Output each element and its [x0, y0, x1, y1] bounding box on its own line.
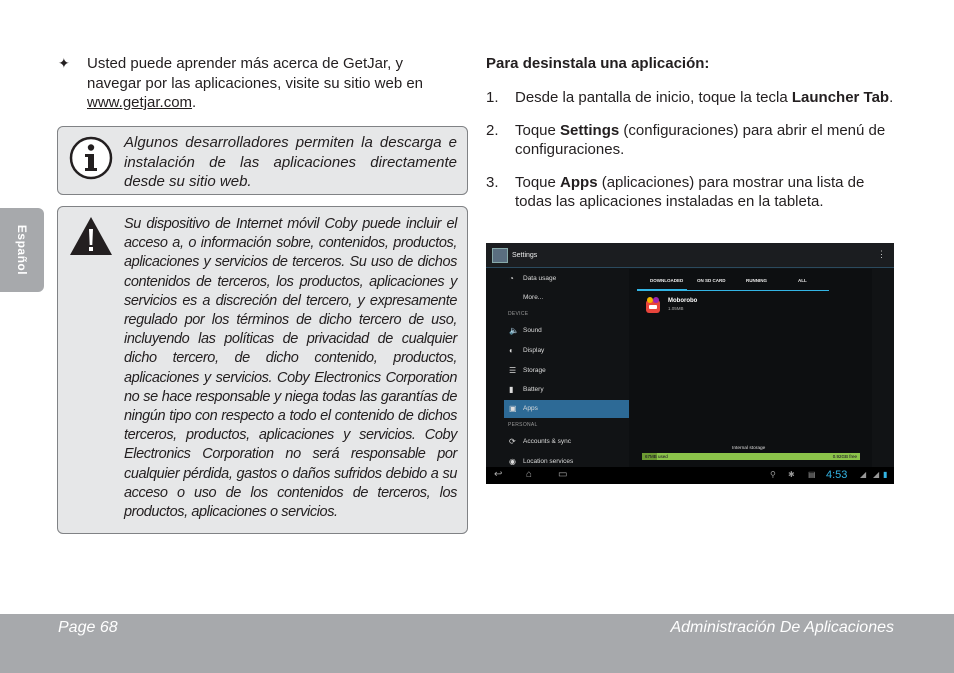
apps-panel: [629, 269, 872, 467]
app-name[interactable]: Moborobo: [668, 298, 698, 304]
recent-apps-icon[interactable]: ▭: [558, 469, 568, 480]
getjar-bullet-text: Usted puede aprender más acerca de GetJar, y navegar por las aplicaciones, visite su sitio web en www.getjar.com.: [87, 55, 424, 111]
battery-status-icon: ▮: [883, 470, 888, 479]
tab-selected-indicator: [637, 289, 687, 291]
battery-icon: ▮: [509, 385, 514, 394]
system-bar: [486, 467, 894, 484]
settings-app-icon: [492, 248, 508, 263]
wifi-icon: ◢: [860, 470, 867, 479]
step-1: 1. Desde la pantalla de inicio, toque la tecla Launcher Tab.: [486, 89, 894, 106]
section-header-device: DEVICE: [508, 311, 529, 317]
section-header-personal: PERSONAL: [508, 422, 538, 428]
android-icon: ✱: [788, 470, 795, 479]
menu-item-battery[interactable]: ▮ Battery: [509, 385, 544, 394]
step-number: 1.: [486, 89, 499, 106]
section-title: Administración De Aplicaciones: [670, 619, 894, 636]
menu-item-display[interactable]: ◐ Display: [509, 346, 545, 355]
info-icon: [68, 135, 114, 181]
uninstall-steps: [486, 88, 896, 225]
step-number: 2.: [486, 121, 499, 139]
storage-label: Internal storage: [732, 446, 766, 451]
uninstall-heading: Para desinstala una aplicación:: [486, 55, 710, 72]
status-clock: 4:53: [826, 469, 848, 481]
apps-icon: ▣: [509, 404, 517, 413]
storage-bar: [642, 453, 860, 460]
menu-item-more[interactable]: More...: [523, 294, 544, 301]
language-tab: [0, 208, 44, 292]
warning-note: [57, 206, 468, 534]
step-number: 3.: [486, 173, 499, 191]
sd-card-icon: ▤: [808, 470, 816, 479]
data-usage-icon: ◔: [509, 274, 514, 283]
overflow-menu-icon[interactable]: ⋮: [877, 249, 886, 259]
page-footer: [0, 614, 954, 673]
tab-on-sd-card[interactable]: ON SD CARD: [697, 278, 726, 283]
moborobo-app-icon[interactable]: [643, 295, 663, 315]
settings-screenshot: [486, 243, 894, 484]
star-bullet-icon: ✦: [58, 55, 70, 71]
language-tab-label: Español: [15, 224, 29, 276]
storage-free-text: 0.92GB free: [832, 454, 857, 459]
back-icon[interactable]: ↩: [494, 469, 503, 480]
launcher-tab-term: Launcher Tab: [791, 89, 890, 106]
app-size: 1.05MB: [668, 306, 684, 311]
menu-item-apps[interactable]: ▣ Apps: [504, 400, 629, 418]
location-icon: ◉: [509, 457, 516, 466]
storage-used-text: 67MB used: [645, 454, 668, 459]
page-number: Page 68: [58, 619, 118, 636]
warning-icon: [68, 215, 114, 257]
menu-item-location[interactable]: ◉ Location services: [509, 457, 574, 466]
storage-icon: ☰: [509, 366, 517, 375]
menu-item-sound[interactable]: 🔈 Sound: [509, 326, 542, 335]
step-3: 3. Toque Apps (aplicaciones) para mostrar una lista de todas las aplicaciones instaladas en la tableta.: [486, 173, 865, 210]
apps-term: Apps: [560, 173, 598, 191]
settings-title: Settings: [512, 252, 538, 259]
apps-tabs: [634, 273, 824, 291]
tab-all[interactable]: ALL: [798, 278, 807, 283]
settings-term: Settings: [560, 121, 620, 139]
info-note-text: Algunos desarrolladores permiten la descarga e instalación de las aplicaciones directamente desde su sitio web.: [124, 134, 457, 190]
getjar-bullet: [58, 54, 458, 113]
display-icon: ◐: [509, 346, 514, 355]
info-note: [57, 126, 468, 195]
menu-item-storage[interactable]: ☰ Storage: [509, 366, 546, 375]
tab-running[interactable]: RUNNING: [746, 278, 767, 283]
settings-menu: [504, 269, 629, 467]
tab-downloaded[interactable]: DOWNLOADED: [650, 278, 684, 283]
usb-icon: ⚲: [770, 470, 776, 479]
menu-item-data-usage[interactable]: ◔ Data usage: [509, 274, 557, 283]
signal-icon: ◢: [873, 470, 880, 479]
home-icon[interactable]: ⌂: [526, 469, 533, 480]
step-2: 2. Toque Settings (configuraciones) para abrir el menú de configuraciones.: [486, 121, 886, 158]
getjar-link[interactable]: www.getjar.com: [87, 94, 193, 111]
settings-action-bar: [486, 243, 894, 268]
menu-item-accounts-sync[interactable]: ⟳ Accounts & sync: [509, 437, 572, 446]
sync-icon: ⟳: [509, 437, 516, 446]
sound-icon: 🔈: [509, 326, 519, 335]
warning-note-text: Su dispositivo de Internet móvil Coby puede incluir el acceso a, o información sobre, contenidos, productos, aplicaciones y servicios de terceros. Su uso de dichos contenidos de terceros, los productos, aplicaciones y servicios es a discreción del tercero, y expresamente regulado por los términos de dicho tercero de uso, incluyendo las políticas de privacidad de cualquier dicho tercero, de dicho contenido, productos, aplicaciones y servicios. Coby Electronics Corporation no se hace responsable y niega todas las garantías de ningún tipo con respecto a todo el contenido de dichos terceros, productos, aplicaciones y servicios. Coby Electronics Corporation no será responsable por cualquier pérdida, gastos o daños sufridos debido a su acceso o uso de los contenidos de terceros, los productos, aplicaciones o servicios.: [124, 216, 457, 521]
